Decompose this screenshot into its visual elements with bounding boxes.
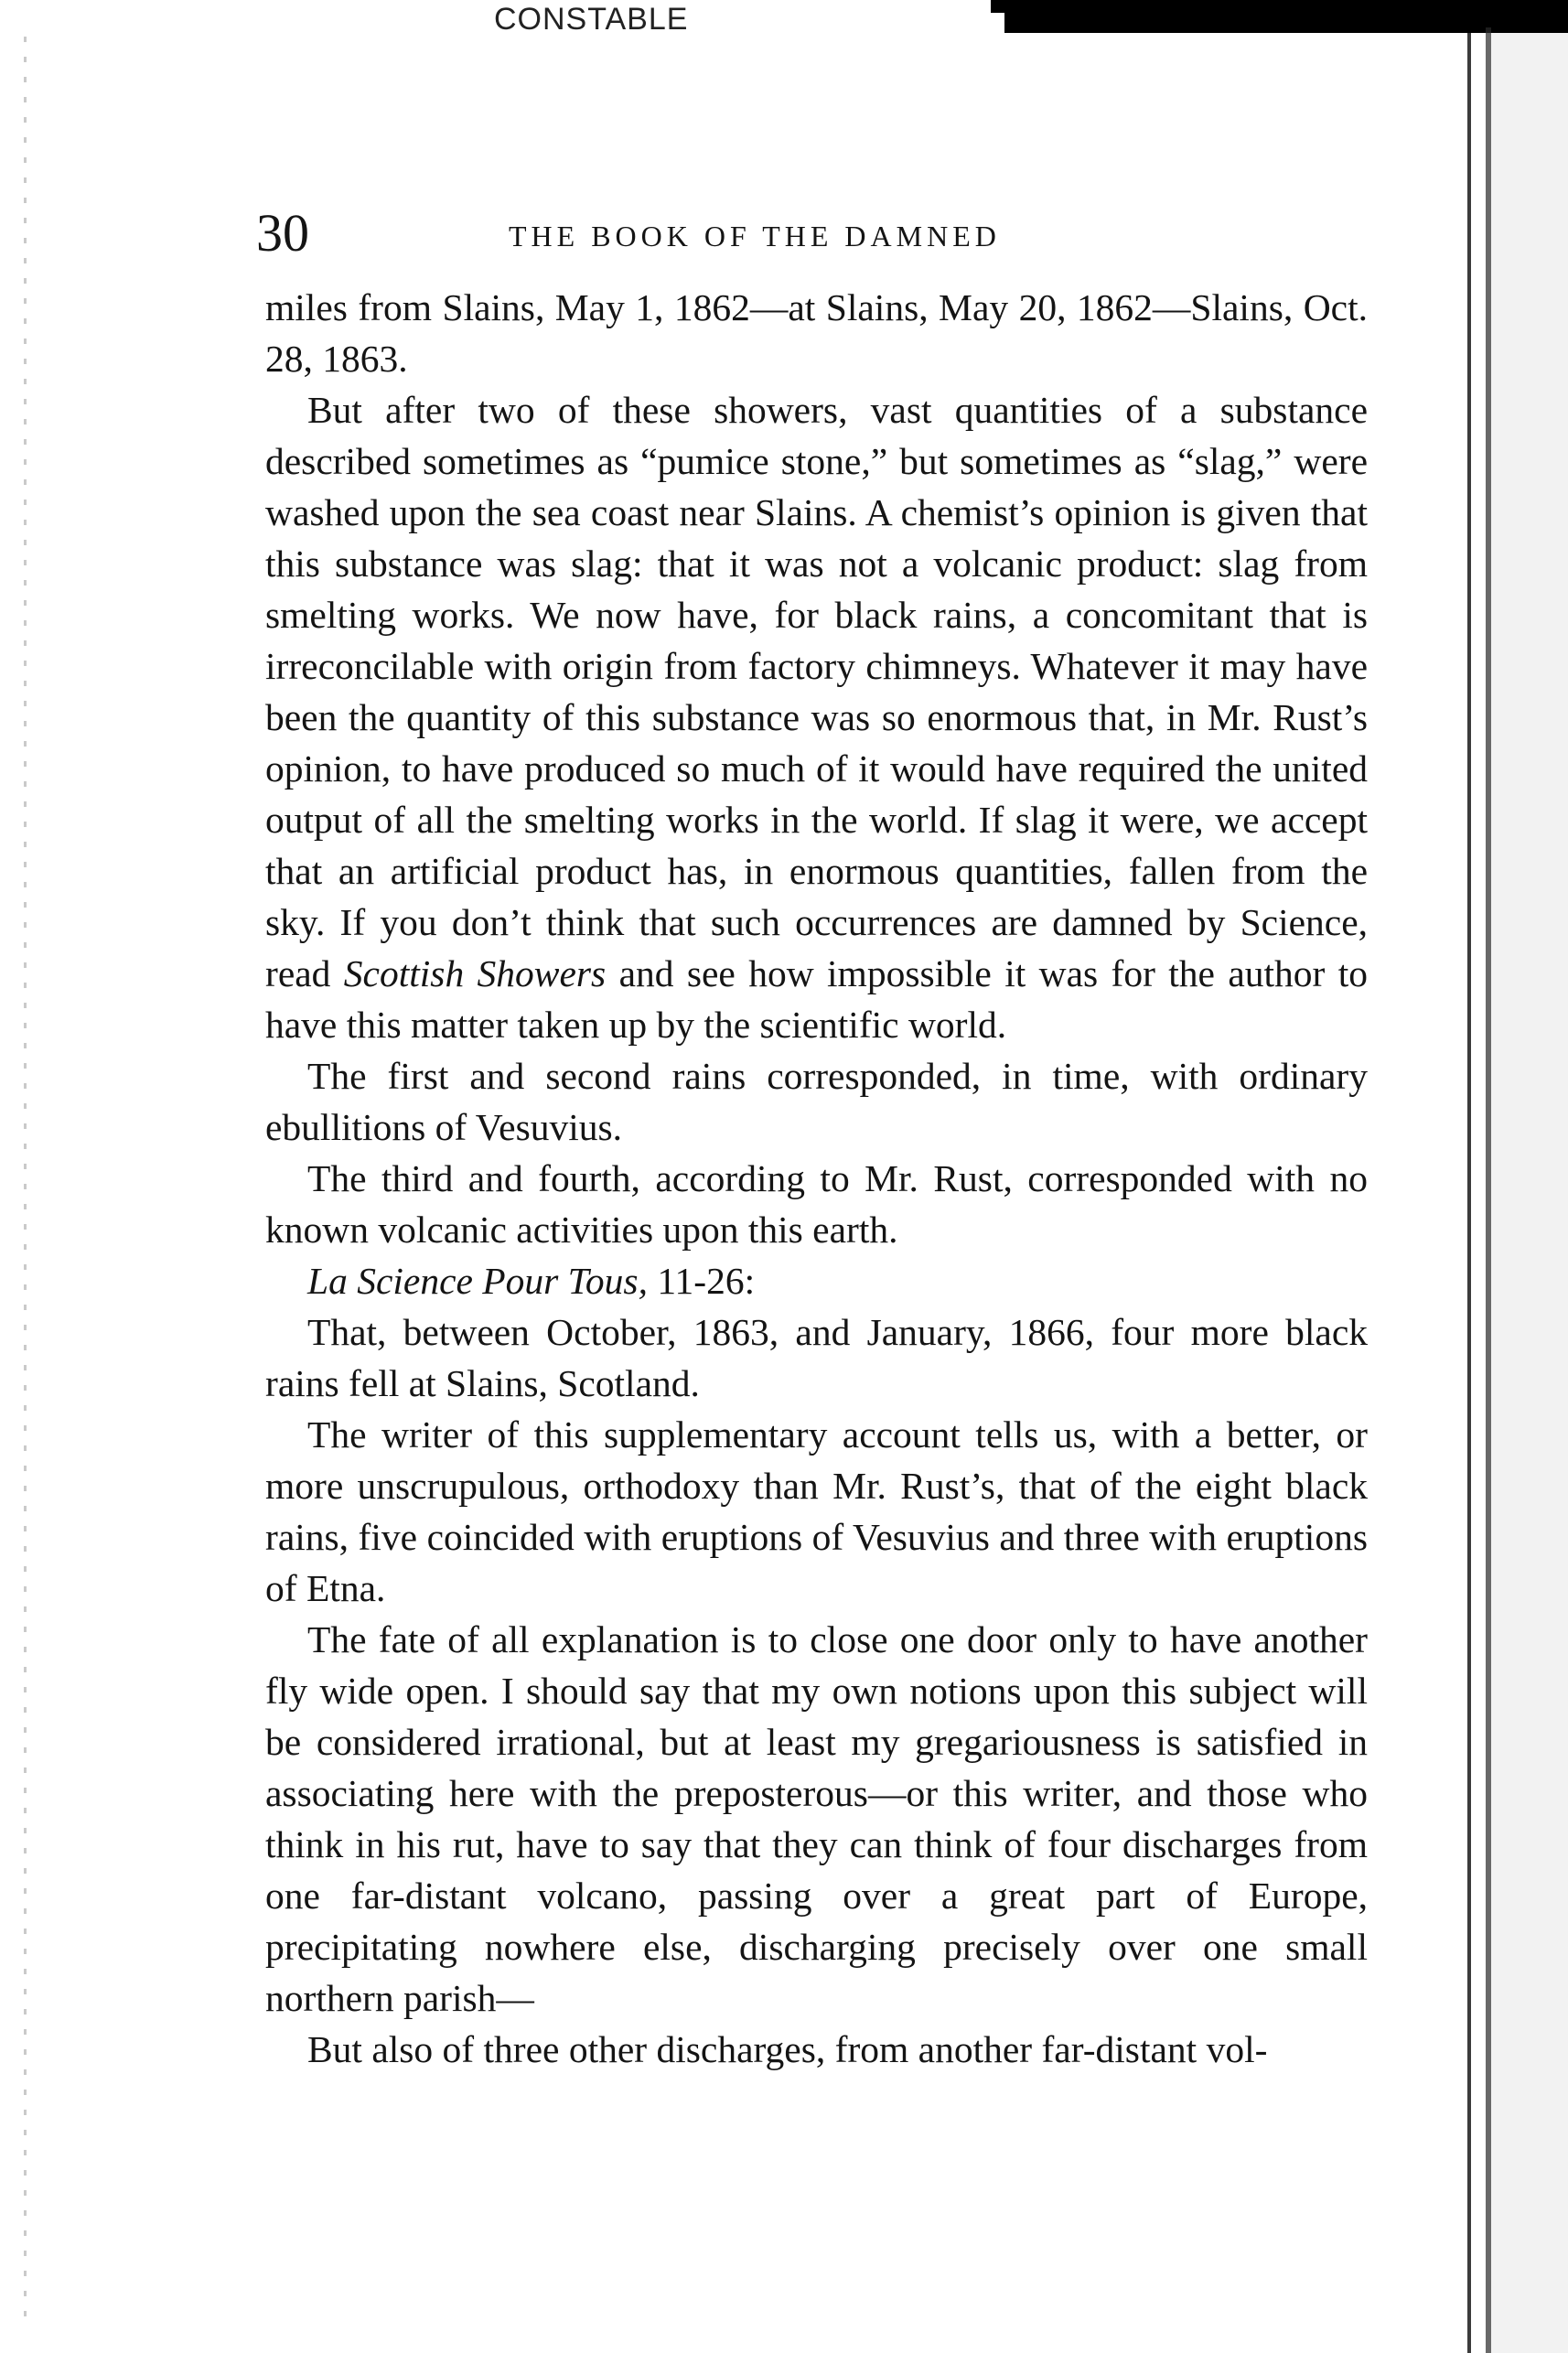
paragraph-continuation: miles from Slains, May 1, 1862—at Slains, May 20, 1862—Slains, Oct. 28, 1863. xyxy=(265,286,1368,380)
scan-right-edge-outer xyxy=(1486,27,1491,2353)
scan-top-bar xyxy=(1004,0,1568,33)
book-title-scottish-showers: Scottish Showers xyxy=(343,952,607,994)
paragraph-four-more-rains: That, between October, 1863, and January, 1866, four more black rains fell at Slains, Scotland. xyxy=(265,1311,1368,1404)
publisher-stamp: CONSTABLE xyxy=(494,2,689,37)
paragraph-supplementary-account: The writer of this supplementary account tells us, with a better, or more unscrupulous, orthodoxy than Mr. Rust’s, that of the eight black rains, five coincided with eruptions of Vesuvius and three with eruptions of Etna. xyxy=(265,1413,1368,1609)
scan-top-bar-notch xyxy=(991,0,1009,13)
paragraph-slag xyxy=(265,384,1368,1050)
page-number: 30 xyxy=(256,203,309,263)
body-text xyxy=(265,282,1368,2075)
paragraph-first-second-rains: The first and second rains corresponded, in time, with ordinary ebullitions of Vesuvius. xyxy=(265,1055,1368,1148)
scan-right-edge xyxy=(1467,33,1471,2353)
citation-title: La Science Pour Tous, xyxy=(307,1260,648,1302)
paragraph-three-discharges: But also of three other discharges, from another far-distant vol- xyxy=(307,2028,1268,2070)
paragraph-slag-end: and see how impossible it was for the author to have this matter taken up by the scientific world. xyxy=(265,952,1368,1046)
running-title: THE BOOK OF THE DAMNED xyxy=(509,220,1001,252)
paragraph-third-fourth-rains: The third and fourth, according to Mr. Rust, corresponded with no known volcanic activities upon this earth. xyxy=(265,1157,1368,1251)
citation-ref: 11-26: xyxy=(657,1260,756,1302)
paragraph-fate-of-explanation: The fate of all explanation is to close one door only to have another fly wide open. I should say that my own notions upon this subject will be considered irrational, but at least my gregariousness is satisfied in associating here with the preposterous—or this writer, and those who think in his rut, have to say that they can think of four discharges from one far-distant volcano, passing over a great part of Europe, precipitating nowhere else, discharging precisely over one small northern parish— xyxy=(265,1618,1368,2019)
scan-right-margin xyxy=(1491,33,1568,2353)
scan-left-edge xyxy=(24,37,27,2324)
paragraph-slag-text: But after two of these showers, vast quantities of a substance described sometimes as “pumice stone,” but sometimes as “slag,” were washed upon the sea coast near Slains. A chemist’s opinion is given that this substance was slag: that it was not a volcanic product: slag from smelting works. We now have, for black rains, a concomitant that is irreconcilable with origin from factory chimneys. Whatever it may have been the quantity of this substance was so enormous that, in Mr. Rust’s opinion, to have produced so much of it would have required the united output of all the smelting works in the world. If slag it were, we accept that an artificial product has, in enormous quantities, fallen from the sky. If you don’t think that such occurrences are damned by Science, read xyxy=(265,389,1368,994)
citation-la-science xyxy=(265,1255,1368,1306)
